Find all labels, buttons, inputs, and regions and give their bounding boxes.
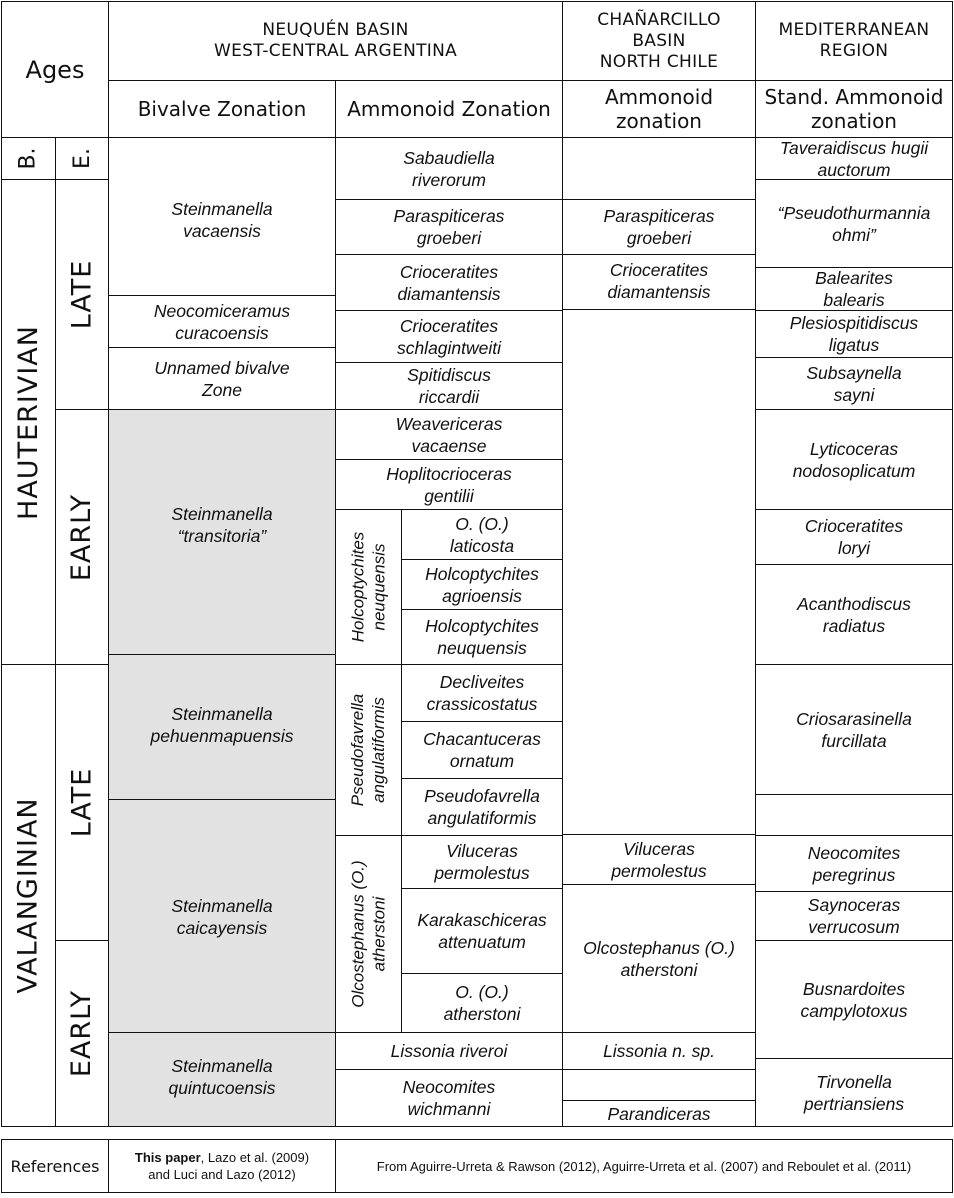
chile-lissonia-label: Lissonia n. sp. — [603, 1041, 715, 1061]
med-verrucosum-species: verrucosum — [808, 917, 900, 937]
references-others-cell — [335, 1139, 953, 1193]
ammonoid-crassicostatus-species: crassicostatus — [426, 694, 538, 714]
substage-early-valanginian — [55, 940, 109, 1127]
med-nodosoplicatum-genus: Lyticoceras — [809, 438, 899, 459]
ammonoid-riccardii-species: riccardii — [418, 387, 480, 407]
references-label: References — [10, 1156, 100, 1176]
chile-ammonoid-line1: Ammonoid — [604, 85, 714, 109]
med-zone-empty — [755, 794, 953, 836]
ammonoid-diamantensis-species: diamantensis — [397, 283, 501, 304]
chile-zone-lissonia — [562, 1032, 756, 1070]
bivalve-curacoensis-genus: Neocomiceramus — [153, 300, 291, 321]
ammonoid-schlagintweiti-species: schlagintweiti — [396, 337, 502, 358]
bivalve-quintucoensis-genus: Steinmanella — [171, 1056, 273, 1076]
chile-ammonoid-line2: zonation — [616, 109, 702, 133]
med-balearis-genus: Balearites — [815, 268, 893, 288]
med-peregrinus-species: peregrinus — [812, 864, 896, 885]
med-radiatus-species: radiatus — [822, 615, 886, 636]
bivalve-zone-quintucoensis — [108, 1032, 336, 1127]
chanarcillo-title-line1: CHAÑARCILLO — [597, 9, 721, 30]
med-zone-balearis — [755, 267, 953, 311]
ammonoid-neuquensis-species: neuquensis — [437, 638, 527, 658]
bivalve-pehuenmapuensis-genus: Steinmanella — [171, 704, 273, 724]
bivalve-zone-curacoensis — [108, 295, 336, 348]
ammonoid-zone-laticosta — [401, 509, 563, 560]
chile-zone-paraspiticeras — [562, 199, 756, 255]
chile-zone-empty-top — [562, 137, 756, 200]
med-zone-peregrinus — [755, 835, 953, 892]
pseudofavrella-group-genus: Pseudofavrella — [348, 693, 368, 807]
references-this-paper-bold: This paper — [134, 1150, 201, 1165]
ammonoid-angulatiformis-genus: Pseudofavrella — [424, 786, 540, 806]
ammonoid-schlagintweiti-genus: Crioceratites — [399, 315, 499, 336]
bivalve-zonation-label: Bivalve Zonation — [137, 97, 307, 121]
ammonoid-zone-attenuatum — [401, 888, 563, 974]
med-ligatus-species: ligatus — [828, 335, 880, 355]
bivalve-unnamed-line1: Unnamed bivalve — [154, 357, 290, 378]
substage-late-valanginian-label: LATE — [66, 767, 98, 838]
med-zone-sayni — [755, 357, 953, 410]
ammonoid-group-olcostephanus — [335, 835, 402, 1033]
bivalve-caicayensis-genus: Steinmanella — [171, 896, 273, 916]
med-zone-hugii — [755, 137, 953, 180]
med-balearis-species: balearis — [823, 290, 885, 310]
bivalve-pehuenmapuensis-species: pehuenmapuensis — [150, 726, 294, 746]
substage-late-hauterivian-label: LATE — [66, 259, 98, 330]
chile-ammonoid-header — [562, 80, 756, 138]
ammonoid-zone-permolestus — [401, 835, 563, 889]
ammonoid-riccardii-genus: Spitidiscus — [407, 365, 491, 385]
chanarcillo-title-line2: BASIN — [632, 30, 686, 51]
ammonoid-sabaudiella-genus: Sabaudiella — [403, 147, 495, 168]
chile-zone-gap — [562, 309, 756, 835]
ammonoid-wichmanni-species: wichmanni — [407, 1099, 491, 1119]
chile-atherstoni-genus: Olcostephanus (O.) — [583, 937, 735, 958]
pseudofavrella-group-species: angulatiformis — [369, 697, 389, 803]
med-zone-nodosoplicatum — [755, 409, 953, 510]
chile-diamantensis-species: diamantensis — [607, 282, 711, 302]
ammonoid-diamantensis-genus: Crioceratites — [399, 261, 499, 282]
stage-barremian — [1, 137, 56, 180]
med-zone-furcillata — [755, 664, 953, 795]
ammonoid-laticosta-species: laticosta — [449, 535, 515, 556]
chile-diamantensis-genus: Crioceratites — [609, 260, 709, 280]
chile-parandiceras-label: Parandiceras — [607, 1103, 711, 1124]
stand-ammonoid-header — [755, 80, 953, 138]
chile-paraspiticeras-genus: Paraspiticeras — [603, 206, 715, 226]
ammonoid-zone-ornatum — [401, 721, 563, 779]
med-ligatus-genus: Plesiospitidiscus — [789, 313, 919, 333]
ammonoid-riveroi-label: Lissonia riveroi — [390, 1041, 508, 1061]
bivalve-zone-transitoria — [108, 409, 336, 655]
mediterranean-title-line1: MEDITERRANEAN — [778, 20, 930, 40]
ammonoid-zone-schlagintweiti — [335, 310, 563, 363]
bivalve-curacoensis-species: curacoensis — [175, 322, 269, 343]
ammonoid-agrioensis-genus: Holcoptychites — [425, 563, 539, 584]
ammonoid-ornatum-genus: Chacantuceras — [423, 729, 541, 749]
stand-ammonoid-line2: zonation — [811, 109, 897, 133]
med-pertriansiens-species: pertriansiens — [803, 1093, 905, 1114]
med-zone-campylotoxus — [755, 940, 953, 1059]
med-zone-loryi — [755, 509, 953, 565]
references-this-paper-cell — [108, 1139, 336, 1193]
ammonoid-permolestus-species: permolestus — [434, 863, 530, 883]
ammonoid-attenuatum-genus: Karakaschiceras — [417, 910, 547, 930]
substage-early-barremian — [55, 137, 109, 180]
ammonoid-angulatiformis-species: angulatiformis — [427, 808, 537, 828]
ammonoid-zone-riveroi — [335, 1032, 563, 1070]
ammonoid-neuquensis-genus: Holcoptychites — [425, 616, 539, 636]
ages-header — [1, 1, 109, 138]
chanarcillo-basin-header — [562, 1, 756, 81]
olcostephanus-group-species: atherstoni — [369, 896, 389, 972]
neuquen-basin-header — [108, 1, 563, 81]
ammonoid-zone-vacaense — [335, 409, 563, 460]
ammonoid-paraspiticeras-species: groeberi — [416, 228, 482, 248]
ammonoid-attenuatum-species: attenuatum — [438, 932, 526, 952]
med-verrucosum-genus: Saynoceras — [807, 895, 901, 915]
med-pertriansiens-genus: Tirvonella — [816, 1071, 892, 1092]
stage-valanginian — [1, 664, 56, 1127]
ammonoid-zone-paraspiticeras — [335, 199, 563, 255]
med-ohmi-genus: “Pseudothurmannia — [777, 202, 931, 223]
med-ohmi-species: ohmi” — [832, 224, 876, 245]
substage-late-valanginian — [55, 664, 109, 941]
ammonoid-wichmanni-genus: Neocomites — [402, 1077, 496, 1097]
bivalve-zone-unnamed — [108, 347, 336, 410]
olcostephanus-group-genus: Olcostephanus (O.) — [348, 860, 368, 1008]
ammonoid-group-pseudofavrella — [335, 664, 402, 836]
med-zone-ligatus — [755, 310, 953, 358]
ammonoid-group-holcoptychites — [335, 509, 402, 665]
med-hugii-genus: Taveraidiscus hugii — [779, 137, 929, 158]
med-campylotoxus-species: campylotoxus — [800, 1000, 908, 1021]
ammonoid-ornatum-species: ornatum — [449, 751, 515, 771]
mediterranean-header — [755, 1, 953, 81]
ammonoid-paraspiticeras-genus: Paraspiticeras — [393, 206, 505, 226]
med-furcillata-genus: Criosarasinella — [796, 708, 912, 729]
ammonoid-zone-wichmanni — [335, 1069, 563, 1127]
stage-valanginian-label: VALANGINIAN — [13, 797, 45, 994]
substage-early-hauterivian-label: EARLY — [66, 493, 98, 581]
med-loryi-species: loryi — [837, 538, 871, 558]
med-zone-ohmi — [755, 179, 953, 268]
neuquen-title-line2: WEST-CENTRAL ARGENTINA — [213, 41, 458, 61]
stage-hauterivian-label: HAUTERIVIAN — [13, 324, 45, 520]
ammonoid-zone-neuquensis — [401, 609, 563, 665]
chile-zone-permolestus — [562, 834, 756, 885]
substage-early-hauterivian — [55, 409, 109, 665]
chile-atherstoni-species: atherstoni — [620, 959, 698, 980]
ammonoid-permolestus-genus: Viluceras — [446, 841, 518, 861]
chile-zone-diamantensis — [562, 254, 756, 310]
ammonoid-zonation-header — [335, 80, 563, 138]
med-zone-radiatus — [755, 564, 953, 665]
stand-ammonoid-line1: Stand. Ammonoid — [764, 85, 944, 109]
references-label-cell — [1, 1139, 109, 1193]
ammonoid-agrioensis-species: agrioensis — [442, 585, 522, 606]
med-zone-verrucosum — [755, 891, 953, 941]
ammonoid-gentilii-genus: Hoplitocrioceras — [386, 463, 512, 484]
bivalve-vacaensis-genus: Steinmanella — [171, 199, 273, 219]
med-zone-pertriansiens — [755, 1058, 953, 1127]
med-nodosoplicatum-species: nodosoplicatum — [792, 460, 916, 481]
bivalve-quintucoensis-species: quintucoensis — [168, 1078, 276, 1098]
med-loryi-genus: Crioceratites — [804, 516, 904, 536]
substage-early-barremian-label: E. — [69, 148, 95, 169]
neuquen-title-line1: NEUQUÉN BASIN — [262, 20, 409, 40]
bivalve-caicayensis-species: caicayensis — [176, 918, 268, 938]
ammonoid-zone-crassicostatus — [401, 664, 563, 722]
med-peregrinus-genus: Neocomites — [807, 842, 901, 863]
ammonoid-crassicostatus-genus: Decliveites — [439, 672, 525, 692]
ammonoid-atherstoni-species: atherstoni — [443, 1004, 521, 1024]
bivalve-zone-pehuenmapuensis — [108, 654, 336, 800]
ammonoid-zone-riccardii — [335, 362, 563, 410]
med-campylotoxus-genus: Busnardoites — [802, 978, 906, 999]
med-sayni-species: sayni — [833, 384, 875, 405]
holcoptychites-group-species: neuquensis — [369, 543, 389, 631]
holcoptychites-group-genus: Holcoptychites — [348, 531, 368, 643]
mediterranean-title-line2: REGION — [819, 41, 889, 61]
ammonoid-vacaense-genus: Weavericeras — [395, 413, 503, 434]
ammonoid-zone-atherstoni — [401, 973, 563, 1033]
ammonoid-sabaudiella-species: riverorum — [412, 169, 486, 190]
ammonoid-zone-agrioensis — [401, 559, 563, 610]
ammonoid-zonation-label: Ammonoid Zonation — [347, 97, 551, 121]
ammonoid-zone-diamantensis — [335, 254, 563, 311]
chile-permolestus-genus: Viluceras — [623, 838, 695, 859]
stage-barremian-label: B. — [16, 147, 41, 170]
chile-permolestus-species: permolestus — [611, 860, 707, 881]
chanarcillo-title-line3: NORTH CHILE — [599, 51, 719, 72]
ammonoid-zone-gentilii — [335, 459, 563, 510]
bivalve-unnamed-line2: Zone — [202, 379, 242, 400]
ages-label: Ages — [25, 55, 85, 84]
chile-paraspiticeras-species: groeberi — [626, 228, 692, 248]
med-sayni-genus: Subsaynella — [806, 362, 902, 383]
stage-hauterivian — [1, 179, 56, 665]
substage-late-hauterivian — [55, 179, 109, 410]
med-furcillata-species: furcillata — [821, 730, 887, 751]
bivalve-zone-caicayensis — [108, 799, 336, 1033]
ammonoid-vacaense-species: vacaense — [411, 435, 487, 456]
chile-zone-empty-bottom — [562, 1069, 756, 1101]
med-radiatus-genus: Acanthodiscus — [797, 593, 911, 614]
ammonoid-zone-angulatiformis — [401, 778, 563, 836]
references-others: From Aguirre-Urreta & Rawson (2012), Aguirre-Urreta et al. (2007) and Reboulet et al. (2011) — [376, 1158, 912, 1174]
chile-zone-atherstoni — [562, 884, 756, 1033]
chile-zone-parandiceras — [562, 1100, 756, 1127]
bivalve-vacaensis-species: vacaensis — [183, 221, 261, 241]
references-this-paper-rest: , Lazo et al. (2009) — [200, 1150, 310, 1165]
references-this-paper-line2: and Luci and Lazo (2012) — [148, 1167, 296, 1182]
med-hugii-species: auctorum — [817, 159, 891, 180]
substage-early-valanginian-label: EARLY — [66, 989, 98, 1078]
ammonoid-laticosta-genus: O. (O.) — [455, 513, 509, 534]
ammonoid-atherstoni-genus: O. (O.) — [455, 982, 509, 1002]
ammonoid-zone-sabaudiella — [335, 137, 563, 200]
bivalve-transitoria-species: “transitoria” — [177, 526, 267, 546]
bivalve-zone-vacaensis — [108, 137, 336, 296]
bivalve-transitoria-genus: Steinmanella — [171, 504, 273, 524]
bivalve-zonation-header — [108, 80, 336, 138]
ammonoid-gentilii-species: gentilii — [424, 485, 474, 506]
